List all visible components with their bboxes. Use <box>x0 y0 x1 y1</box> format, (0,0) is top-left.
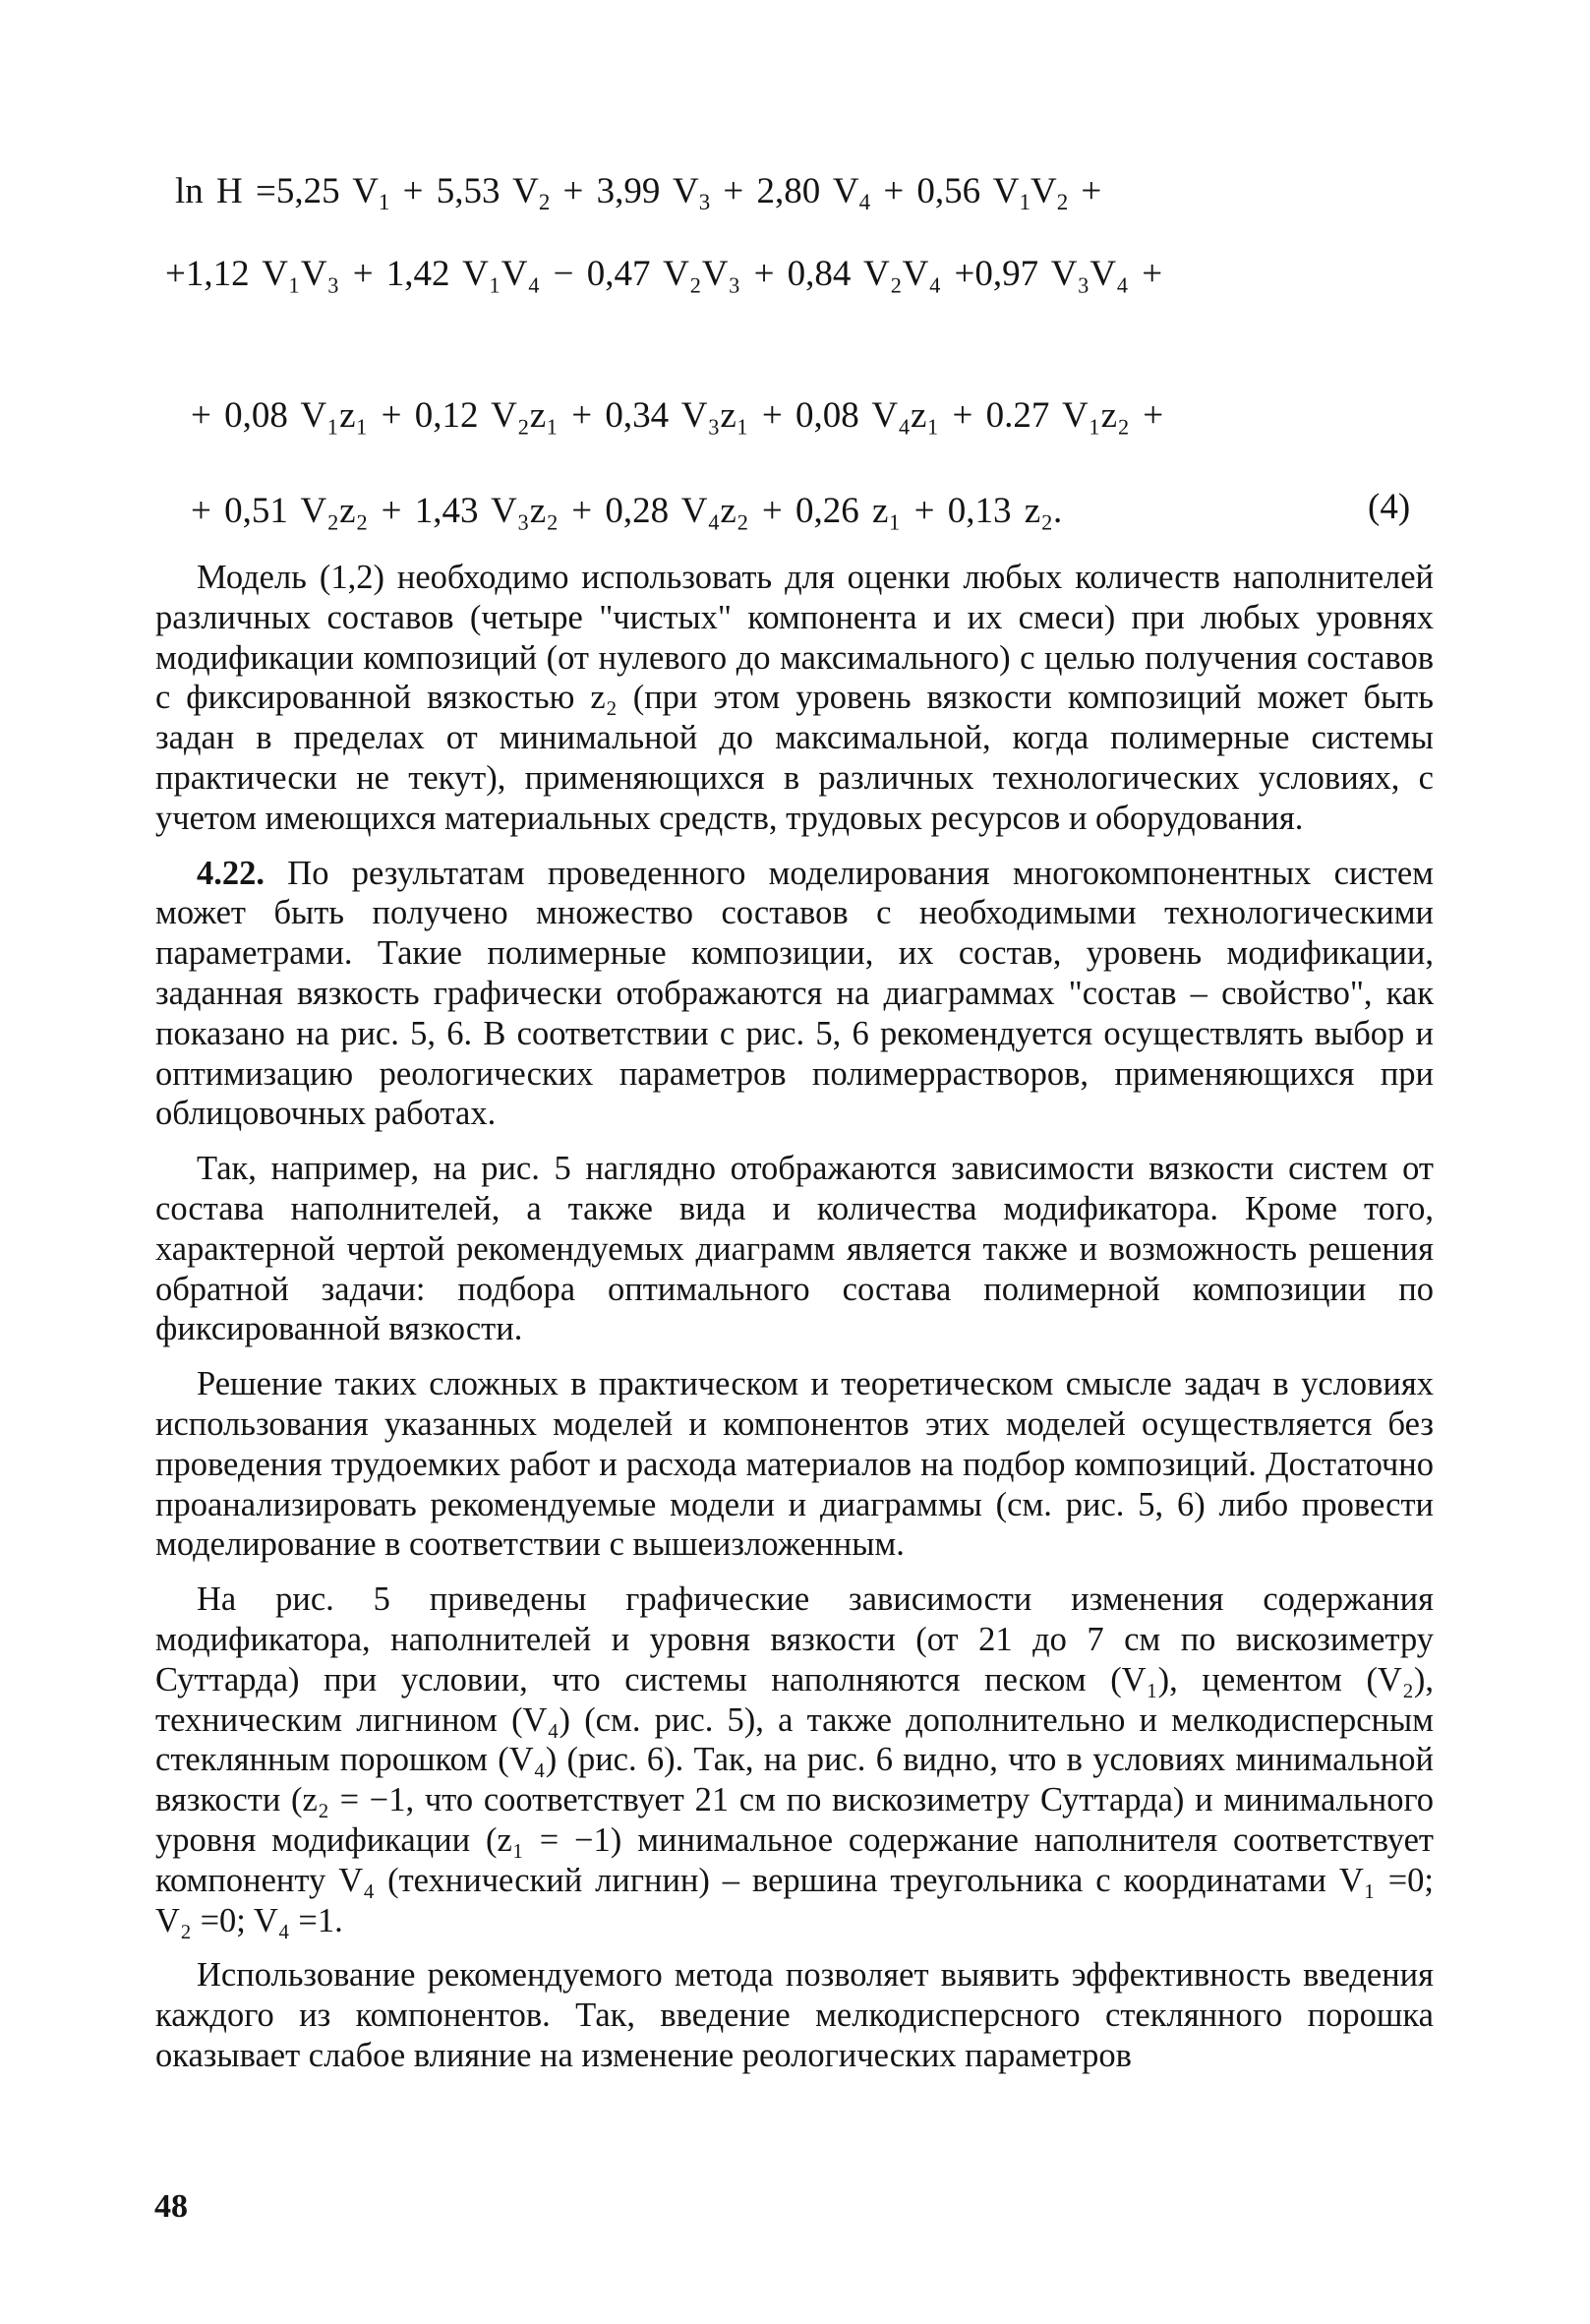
paragraph-text: На рис. 5 приведены графические зависимости изменения содержания модификатора, наполнителей и уровня вязкости (от 21 до 7 см по вискозиметру Суттарда) при условии, что системы наполняются песком (V₁), цементом (V₂), техническим лигнином (V₄) (см. рис. 5), а также дополнительно и мелкодисперсным стеклянным порошком (V₄) (рис. 6). Так, на рис. 6 видно, что в условиях минимальной вязкости (z₂ = −1, что соответствует 21 см по вискозиметру Суттарда) и минимального уровня модификации (z₁ = −1) минимальное содержание наполнителя соответствует компоненту V₄ (технический лигнин) – вершина треугольника с координатами V₁ =0; V₂ =0; V₄ =1. <box>155 1580 1434 1939</box>
formula-line-3: + 0,08 V₁z₁ + 0,12 V₂z₁ + 0,34 V₃z₁ + 0,08 V₄z₁ + 0.27 V₁z₂ + <box>191 395 1164 436</box>
paragraph-text: Так, например, на рис. 5 наглядно отображаются зависимости вязкости систем от состава наполнителей, а также вида и количества модификатора. Кроме того, характерной чертой рекомендуемых диаграмм является также и возможность решения обратной задачи: подбора оптимального состава полимерной композиции по фиксированной вязкости. <box>155 1150 1434 1348</box>
section-number: 4.22. <box>197 854 265 892</box>
formula-term: ln H =5,25 V <box>175 171 379 211</box>
formula-subscript: 2 <box>538 189 551 214</box>
formula-line-4: + 0,51 V₂z₂ + 1,43 V₃z₂ + 0,28 V₄z₂ + 0,26 z₁ + 0,13 z₂. <box>191 491 1063 531</box>
formula-line-2: +1,12 V₁V₃ + 1,42 V₁V₄ − 0,47 V₂V₃ + 0,84 V₂V₄ +0,97 V₃V₄ + <box>165 254 1163 294</box>
paragraph <box>155 1149 1434 1349</box>
paragraph <box>155 558 1434 839</box>
paragraph <box>155 1364 1434 1565</box>
formula-term: + 5,53 V <box>389 171 539 211</box>
paragraph <box>155 1955 1434 2075</box>
paragraph-text: По результатам проведенного моделирования многокомпонентных систем может быть получено множество составов с необходимыми технологическими параметрами. Такие полимерные композиции, их состав, уровень модификации, заданная вязкость графически отображаются на диаграммах "состав – свойство", как показано на рис. 5, 6. В соответствии с рис. 5, 6 рекомендуется осуществлять выбор и оптимизацию реологических параметров полимеррастворов, применяющихся при облицовочных работах. <box>155 854 1434 1133</box>
formula-subscript: 2 <box>1056 189 1069 214</box>
paragraph-text: Решение таких сложных в практическом и теоретическом смысле задач в условиях использования указанных моделей и компонентов этих моделей осуществляется без проведения трудоемких работ и расхода материалов на подбор композиций. Достаточно проанализировать рекомендуемые модели и диаграммы (см. рис. 5, 6) либо провести моделирование в соответствии с вышеизложенным. <box>155 1365 1434 1564</box>
formula-subscript: 1 <box>1019 189 1031 214</box>
formula-subscript: 4 <box>858 189 871 214</box>
paragraph <box>155 854 1434 1135</box>
paragraph <box>155 1579 1434 1940</box>
paragraph-text: Использование рекомендуемого метода позволяет выявить эффективность введения каждого из компонентов. Так, введение мелкодисперсного стеклянного порошка оказывает слабое влияние на изменение реологических параметров <box>155 1956 1434 2074</box>
equation-number: (4) <box>1368 487 1411 527</box>
formula-subscript: 1 <box>378 189 390 214</box>
formula-term: + 2,80 V <box>710 171 859 211</box>
formula-subscript: 3 <box>698 189 711 214</box>
body-text <box>155 558 1434 2076</box>
formula-term: + 3,99 V <box>550 171 699 211</box>
formula-term: + <box>1068 171 1102 211</box>
formula-line-1 <box>175 168 1101 215</box>
formula-term: + 0,56 V <box>870 171 1020 211</box>
formula-term: V <box>1030 171 1057 211</box>
page-number: 48 <box>154 2188 188 2225</box>
paragraph-text: Модель (1,2) необходимо использовать для оценки любых количеств наполнителей различных составов (четыре "чистых" компонента и их смеси) при любых уровнях модификации композиций (от нулевого до максимального) с целью получения составов с фиксированной вязкостью z₂ (при этом уровень вязкости композиций может быть задан в пределах от минимальной до максимальной, когда полимерные системы практически не текут), применяющихся в различных технологических условиях, с учетом имеющихся материальных средств, трудовых ресурсов и оборудования. <box>155 559 1434 837</box>
